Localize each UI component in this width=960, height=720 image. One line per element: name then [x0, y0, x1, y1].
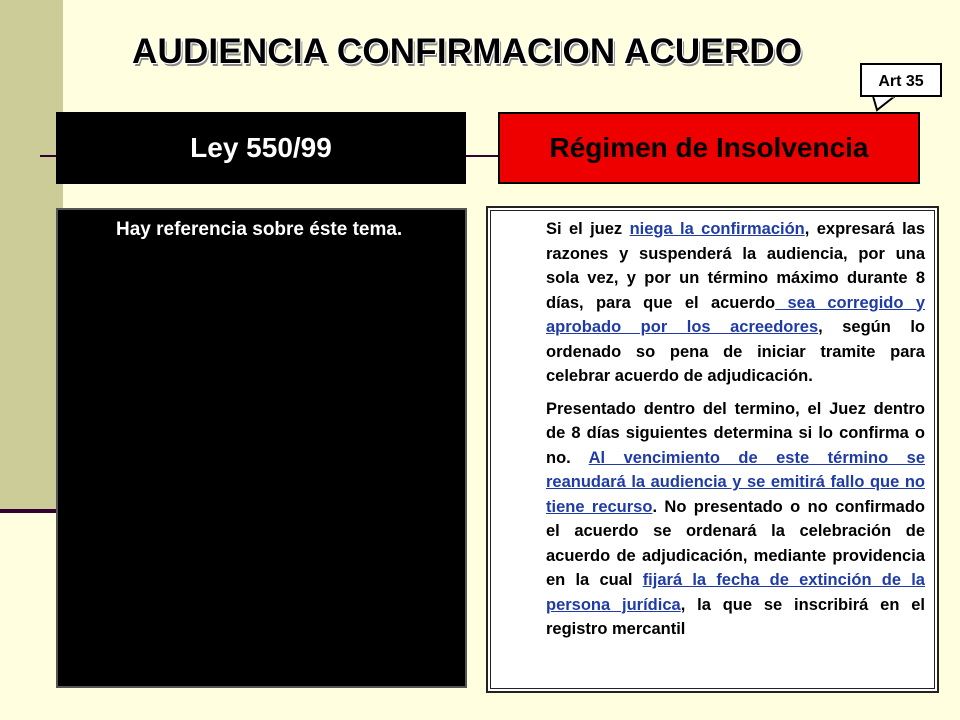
text-run: Presentado dentro del termino, el Juez dentro de 8 días siguientes determina si lo confirma o no. [546, 399, 925, 467]
connector-rule-middle [465, 155, 498, 157]
text-run: , la que se inscribirá en el registro mercantil [546, 595, 925, 638]
side-band [0, 0, 63, 512]
underlined-phrase: fijará la fecha de extinción de la persona jurídica [546, 571, 925, 614]
left-column-text: Hay referencia sobre éste tema. [116, 219, 403, 240]
right-column-text [546, 217, 925, 642]
text-run: . No presentado o no confirmado el acuerdo se ordenará la celebración de acuerdo de adjudicación, mediante providencia en la cual [546, 497, 926, 589]
underlined-phrase: Al vencimiento de este término se reanudará la audiencia y se emitirá fallo que no tiene recurso [546, 448, 925, 516]
left-column-box [56, 208, 467, 688]
text-run: , según lo ordenado so pena de iniciar tramite para celebrar acuerdo de adjudicación. [546, 318, 925, 385]
left-column-header: Ley 550/99 [56, 112, 466, 184]
text-run: Si el juez [546, 220, 630, 238]
page-title: AUDIENCIA CONFIRMACION ACUERDO [132, 32, 803, 71]
right-column-header: Régimen de Insolvencia [498, 112, 920, 184]
paragraph-resubmission [546, 397, 925, 642]
paragraph-confirmation-denied [546, 217, 925, 389]
text-run: , expresará las razones y suspenderá la audiencia, por una sola vez, y por un término máximo durante 8 días, para que el acuerdo [546, 220, 926, 312]
article-callout: Art 35 [860, 63, 942, 97]
side-band-rule [0, 509, 58, 513]
underlined-phrase: niega la confirmación [629, 220, 805, 238]
underlined-phrase: sea corregido y aprobado por los acreedores [546, 293, 925, 336]
